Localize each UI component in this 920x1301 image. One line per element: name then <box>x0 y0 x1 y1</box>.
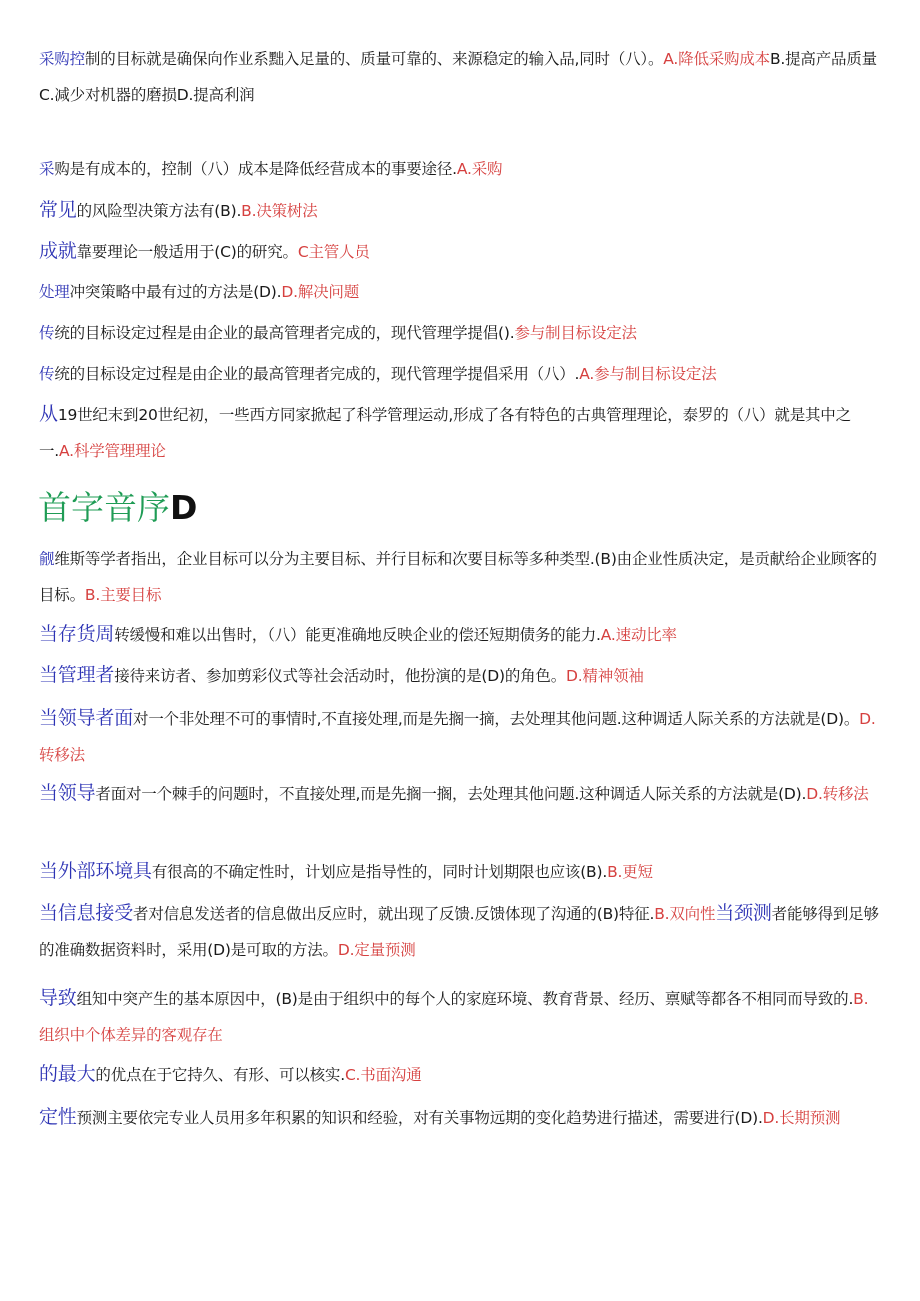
question-item <box>39 775 881 812</box>
question-text-cont: B.提高产品质量C.减少对机器的磨损D.提高利润 <box>39 50 877 104</box>
question-lead: 的最大 <box>39 1063 96 1085</box>
section-heading-letter: D <box>170 488 198 527</box>
question-text-2: 者能够得到足够的准确数据资料时，采用(D)是可取的方法。 <box>39 905 879 959</box>
answer-text: A.参与制目标设定法 <box>579 365 717 383</box>
answer-text: B.决策树法 <box>241 202 318 220</box>
question-text: 转缓慢和难以出售时，（八）能更准确地反映企业的偿还短期债务的能力. <box>114 626 601 644</box>
question-lead: 当存货周 <box>39 623 115 645</box>
question-text: 购是有成本的，控制（八）成本是降低经营成本的事要途径. <box>54 160 457 178</box>
question-item <box>39 853 881 890</box>
question-item <box>39 315 881 351</box>
question-text: 有很高的不确定性时，计划应是指导性的，同时计划期限也应该(B). <box>151 863 608 881</box>
question-lead: 当管理者 <box>39 664 115 686</box>
question-item <box>39 396 881 469</box>
question-item <box>39 41 881 113</box>
question-text: 组知中突产生的基本原因中，(B)是由于组织中的每个人的家庭环境、教育背景、经历、禀赋等都各不相同而导致的. <box>76 990 854 1008</box>
answer-text: D.精神领袖 <box>566 667 644 685</box>
question-lead: 传 <box>39 324 55 342</box>
answer-text: D.转移法 <box>806 785 869 803</box>
answer-text: 参与制目标设定法 <box>514 324 637 342</box>
question-text: 维斯等学者指出，企业目标可以分为主要目标、并行目标和次要目标等多种类型.(B)由企业性质决定，是贡献给企业顾客的目标。 <box>39 550 877 604</box>
question-item <box>39 616 881 653</box>
question-lead-2: 当颈测 <box>715 902 772 924</box>
question-text: 统的目标设定过程是由企业的最高管理者完成的，现代管理学提倡采用（八）. <box>54 365 580 383</box>
answer-text: B.更短 <box>607 863 653 881</box>
question-lead: 处理 <box>39 283 70 301</box>
question-text: 者面对一个棘手的问题时，不直接处理,而是先搁一搁，去处理其他问题.这种调适人际关系的方法就是(D). <box>95 785 807 803</box>
question-lead: 定性 <box>39 1106 77 1128</box>
question-item <box>39 1056 881 1093</box>
question-text: 19世纪末到20世纪初，一些西方同家掀起了科学管理运动,形成了各有特色的古典管理理论，泰罗的（八）就是其中之一. <box>39 406 851 460</box>
answer-text: C主管人员 <box>297 243 370 261</box>
answer-text: B.双向性 <box>654 905 716 923</box>
answer-text: D.长期预测 <box>762 1109 841 1127</box>
question-item <box>39 151 881 187</box>
question-text: 对一个非处理不可的事情时,不直接处理,而是先搁一摘，去处理其他问题.这种调适人际关系的方法就是(D)。 <box>133 710 860 728</box>
question-item <box>39 541 881 613</box>
question-item <box>39 657 881 694</box>
question-item <box>39 274 881 310</box>
answer-text: C.书面沟通 <box>344 1066 422 1084</box>
question-text: 统的目标设定过程是由企业的最高管理者完成的，现代管理学提倡(). <box>54 324 515 342</box>
question-lead: 从 <box>39 403 58 425</box>
answer-text: B.组织中个体差异的客观存在 <box>39 990 869 1044</box>
section-heading-title: 首字音序 <box>38 488 170 527</box>
question-text: 接待来访者、参加剪彩仪式等社会活动时，他扮演的是(D)的角色。 <box>114 667 567 685</box>
answer-text-2: D.定量预测 <box>337 941 416 959</box>
question-text: 冲突策略中最有过的方法是(D). <box>69 283 282 301</box>
question-lead: 采购控 <box>39 50 85 68</box>
question-item <box>39 1099 881 1136</box>
question-lead: 采 <box>39 160 55 178</box>
question-lead: 当领导 <box>39 782 96 804</box>
answer-text: D.解决问题 <box>281 283 360 301</box>
answer-text: A.速动比率 <box>600 626 677 644</box>
question-text: 者对信息发送者的信息做出反应时，就出现了反馈.反馈体现了沟通的(B)特征. <box>133 905 655 923</box>
question-lead: 当领导者面 <box>39 707 134 729</box>
question-item <box>39 356 881 392</box>
answer-text: B.主要目标 <box>84 586 162 604</box>
question-text: 制的目标就是确保向作业系黜入足量的、质量可靠的、来源稳定的输入品,同时（八）。 <box>84 50 664 68</box>
answer-text: A.科学管理理论 <box>59 442 166 460</box>
question-item <box>39 980 881 1053</box>
question-lead: 传 <box>39 365 55 383</box>
question-text: 的优点在于它持久、有形、可以核实. <box>95 1066 345 1084</box>
question-text: 预测主要依完专业人员用多年积累的知识和经验，对有关事物远期的变化趋势进行描述，需要进行(D). <box>76 1109 763 1127</box>
question-item <box>39 895 881 968</box>
question-lead: 当外部环境具 <box>39 860 152 882</box>
question-item <box>39 700 881 773</box>
question-text: 靠要理论一般适用于(C)的研究。 <box>76 243 298 261</box>
question-lead: 觎 <box>39 550 55 568</box>
question-item <box>39 192 881 229</box>
question-text: 的风险型决策方法有(B). <box>76 202 242 220</box>
section-heading <box>38 480 197 536</box>
question-item <box>39 233 881 270</box>
question-lead: 当信息接受 <box>39 902 134 924</box>
answer-text: D.转移法 <box>39 710 876 764</box>
question-lead: 成就 <box>39 240 77 262</box>
answer-text: A.采购 <box>456 160 503 178</box>
answer-text: A.降低采购成本 <box>663 50 770 68</box>
question-lead: 导致 <box>39 987 77 1009</box>
question-lead: 常见 <box>39 199 77 221</box>
